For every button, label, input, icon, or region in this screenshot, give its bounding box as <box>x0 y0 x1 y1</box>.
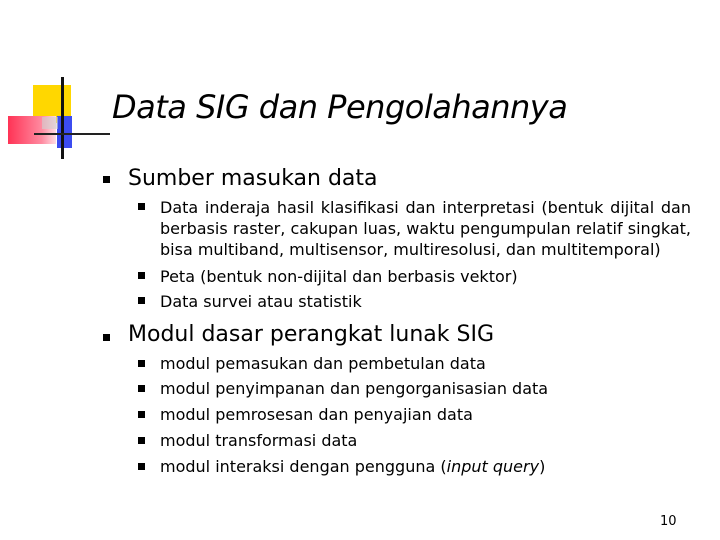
list-item-module-transformation: modul transformasi data <box>160 431 358 450</box>
bullet-square-icon <box>138 360 145 367</box>
section-heading-software-modules: Modul dasar perangkat lunak SIG <box>128 322 494 347</box>
input-query-term: input query <box>446 457 540 476</box>
section-heading-sources: Sumber masukan data <box>128 166 378 191</box>
bullet-square-icon <box>138 272 145 279</box>
bullet-square-icon <box>138 203 145 210</box>
decor-vertical-line <box>61 77 64 159</box>
list-item-survey: Data survei atau statistik <box>160 292 362 311</box>
slide-number: 10 <box>660 514 677 529</box>
bullet-square-icon <box>138 463 145 470</box>
list-item-module-input: modul pemasukan dan pembetulan data <box>160 354 486 373</box>
module-interaction-text: modul interaksi dengan pengguna ( <box>160 457 447 476</box>
bullet-square-icon <box>138 297 145 304</box>
list-item-module-interaction <box>160 456 545 477</box>
list-item-module-processing: modul pemrosesan dan penyajian data <box>160 405 473 424</box>
decor-grey-square <box>42 117 58 129</box>
bullet-square-icon <box>103 334 110 341</box>
bullet-square-icon <box>138 437 145 444</box>
list-item-map: Peta (bentuk non-dijital dan berbasis vektor) <box>160 267 518 286</box>
list-item-remote-sensing: Data inderaja hasil klasifikasi dan interpretasi (bentuk dijital dan berbasis raster, cakupan luas, waktu pengumpulan relatif singkat, bisa multiband, multisensor, multiresolusi, dan multitemporal) <box>160 198 691 259</box>
bullet-square-icon <box>138 385 145 392</box>
bullet-square-icon <box>103 176 110 183</box>
bullet-square-icon <box>138 411 145 418</box>
slide-title: Data SIG dan Pengolahannya <box>112 88 568 126</box>
closing-parenthesis: ) <box>539 457 546 476</box>
decor-horizontal-line <box>34 133 110 135</box>
list-item-module-storage: modul penyimpanan dan pengorganisasian data <box>160 379 549 398</box>
decor-blue-rectangle <box>57 116 72 148</box>
